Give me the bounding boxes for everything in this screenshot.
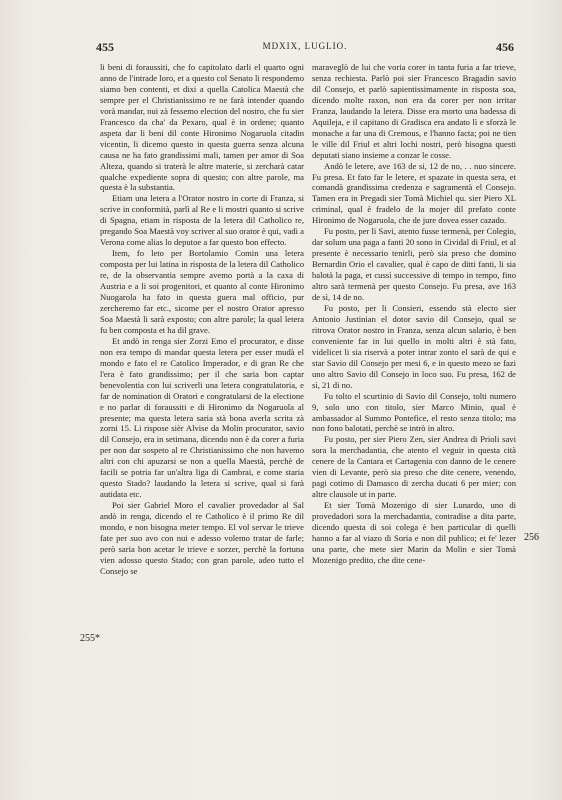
paragraph: Etiam una letera a l'Orator nostro in corte di Franza, si scrive in conformità, parlì al Re e li mostri quanto si scrive di Spagna, etiam in risposta de la letera dil Catholico re, pregando Soa Maestà voy scriver al suo orator è qui, vadi a Verona come alias lo deputoe a far questo bon effecto. bbox=[100, 193, 304, 248]
paragraph: Fu tolto el scurtinio di Savio dil Consejo, tolti numero 9, solo uno con titolo, sier Marco Minio, qual è ambassador al Summo Pontefice, el resto senza titolo; ma non fono balotati, perchè se intrò in altro. bbox=[312, 390, 516, 434]
left-column bbox=[100, 62, 304, 577]
page-header bbox=[96, 40, 514, 56]
page-number-right: 456 bbox=[496, 40, 514, 54]
paragraph: Fu posto, per li Consieri, essendo stà electo sier Antonio Justinian el dotor savio dil Consejo, qual se ritrova Orator nostro in Franza, senza alcun salario, è ben conveniente far in lui quello in molti altri è stà fato, videlicet li sia riservà a poter intrar zonto el sarà de qui e star Savio dil Consejo per mesi 6, e in questo mezo se fazi uno altro Savio dil Consejo in loco suo. Fu presa, 162 de sì, 21 di no. bbox=[312, 302, 516, 390]
right-column bbox=[312, 62, 516, 566]
paragraph: Et sier Tomà Mozenigo di sier Lunardo, uno di provedadori sora la merchadantia, contradise a dita parte, dicendo questa di soi colega è ben particular di quelli hanno a far al viazo di Soria e non dil publico; et fe' lezer una parte, che mete sier Marin da Molin e sier Tomà Mozenigo predito, che dite cene- bbox=[312, 500, 516, 565]
paragraph: Andò le letere, ave 163 de si, 12 de no, . . nuo sincere. Fu presa. Et fato far le letere, et spazate in questa sera, et comandà grandissima credenza e sagramentà el Consejo. Tamen era in Pregadi sier Tomà Michiel qu. sier Piero XL criminal, qual è fradelo de la mojer dil prefato conte Hironimo de Nogaruola, che de jure dovea esser cazado. bbox=[312, 160, 516, 226]
page-number-left: 455 bbox=[96, 40, 114, 54]
paragraph: Fu posto, per sier Piero Zen, sier Andrea di Prioli savi sora la merchadantia, che atento el veguir in questa cità cenere de la Cantara et Cartagenia con danno de le cenere vien di Levante, però sia preso che dite cenere, venendo, pagi cotimo di Damasco di zercha ducati 6 per mier; con altre clausole ut in parte. bbox=[312, 434, 516, 500]
running-title: MDXIX, LUGLIO. bbox=[262, 41, 348, 51]
paragraph: maraveglò de lui che voria corer in tanta furia a far trieve, senza rechiesta. Parlò poi sier Francesco Bragadin savio dil Consejo, et parlò sapientissimamente in risposta soa, dicendo molte raxon, non era da corer per non irritar Franza, laudando la letera. Disse era morto una badessa di Aquileja, e il capitano di Gradisca era andato lì e sforzà le monache a far una di Cremous, e l'hanno facta; poi ne tien le ville dil Friul et altri lochi nostri, però bisogna questi deputati siano insieme a conzar le cosse. bbox=[312, 62, 516, 160]
paragraph: li beni di foraussiti, che fo capitolato darli el quarto ogni anno de l'intrade loro, et a questo col Senato li respondemo siamo ben contenti, et dixi a quella Catolica Maestà che sempre per el Christianissimo re ne farà intender quando vorà mandar, nui zà fessemo election del nostro, che fu sier Francesco da cha' da Pexaro, qual è in ordene; quanto aspeta dar li beni dil conte Hironimo Nogaruola citadin vicentin, li dicemo questo in questa guerra senza alcuna causa ne ha fato grandissimi mali, tamen per amor di Soa Alteza, quando si traterà le altre materie, si zercharà catar qualche expediente sopra di questo; con altre parole, ma questa è la substantia. bbox=[100, 62, 304, 193]
margin-number-right: 256 bbox=[524, 532, 539, 543]
paragraph: Fu posto, per li Savi, atento fusse termenà, per Colegio, dar solum una paga a fanti 20 sono in Cividal di Friul, et al presente è necessario tenirli, però sia preso che domino Bernardin Orio el cavalier, qual è capo de ditti fanti, li sia balotà la paga, et cussì successive di tempo in tempo, fino altro sarà termenà per questo Consejo. Fu presa, ave 163 de sì, 14 de no. bbox=[312, 226, 516, 303]
paragraph: Et andò in renga sier Zorzi Emo el procurator, e disse non era tempo di mandar questa letera per esser mudà el mondo e fato el re Catolico Imperador, e di gran Re che l'era è fato grandissimo; per il che saria bon captar benevolentia con lui scriverli una letera congratulatoria, e far de nomination di Oratori e congratularsi de la electione e no parlar di foraussiti e di Hironimo da Nogaruola al presente; ma questa letera saria stà bona averla scrita zà zorni 15. Li rispose sièr Alvise da Molin procurator, savio dil Consejo, era in setimana, dicendo non è da corer a furia per non dar sospeto al re Christianissimo che non havemo altri con chi apuzarsi se non a quella Maestà, perchè de facili se potria far un'altra liga di Cambrai, e come staria questo Stado? laudando la letera si scrive, qual si farà autidata etc. bbox=[100, 335, 304, 500]
margin-number-left: 255* bbox=[80, 633, 100, 644]
paragraph: Poi sier Gabriel Moro el cavalier provedador al Sal andò in renga, dicendo el re Catholico è il primo Re dil mondo, e non bisogna meter tempo. El vol servar le trieve fate per suo avo con nui e adesso volemo tratar de farle; però saria bon acetar le trieve e sorzer, perchè la fortuna vien adosso questo Stado; con gran parole, adeo tutto el Consejo se bbox=[100, 500, 304, 576]
paragraph: Item, fo leto per Bortolamio Comin una letera composta per lui latina in risposta de la letera dil Catholico re, de la observantia sempre avemo portà a la caxa di Austria e a li soi progenitori, et quanto al conte Hironimo Nuogarola ha fato in questa guera mal officio, pur zercheremo far etc., sicome per el nostro Orator apresso Soa Maestà li sarà exposto; con altre parole; la qual letera fu ben composta et ha dil grave. bbox=[100, 248, 304, 335]
